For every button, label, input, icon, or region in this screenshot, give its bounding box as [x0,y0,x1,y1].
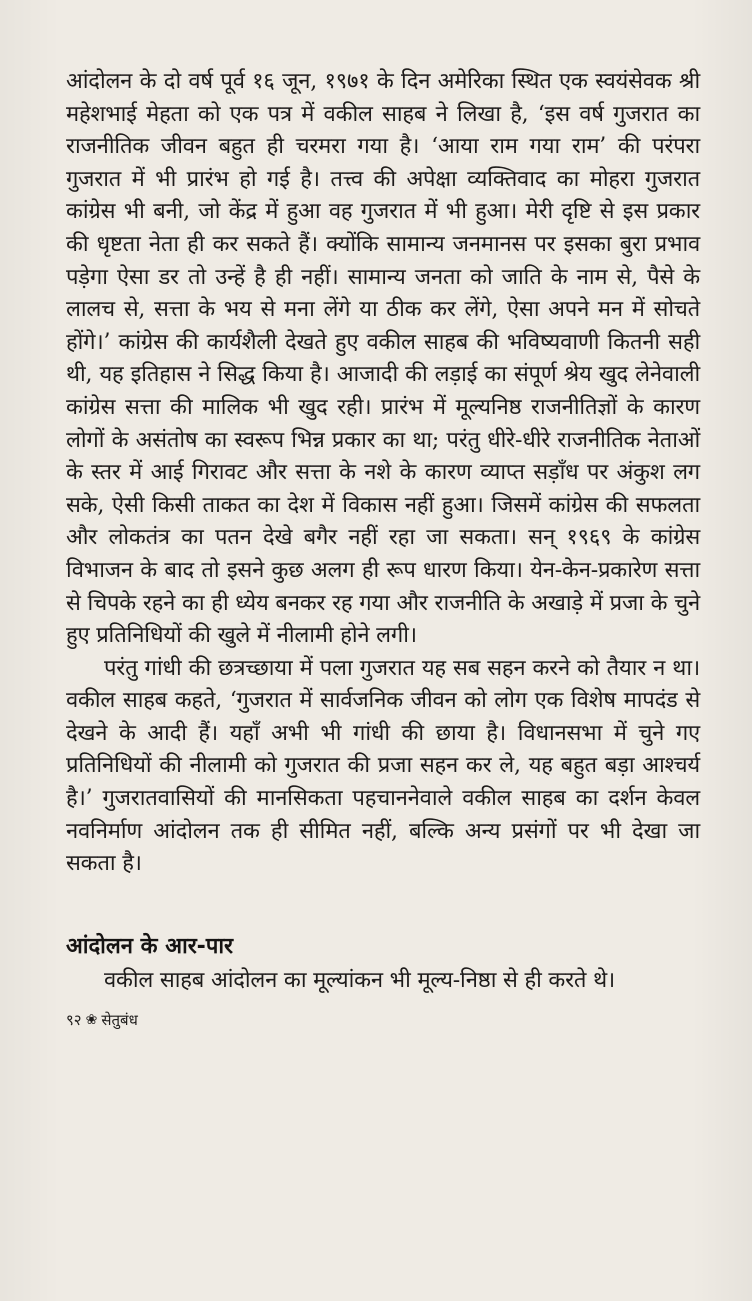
page-number: ९२ [66,1010,82,1029]
page-footer [66,1009,700,1031]
book-title: सेतुबंध [101,1010,138,1029]
body-text [66,66,700,881]
flower-ornament-icon: ❀ [85,1011,98,1028]
paragraph-2: परंतु गांधी की छत्रच्छाया में पला गुजरात यह सब सहन करने को तैयार न था। वकील साहब कहते, ‘गुजरात में सार्वजनिक जीवन को लोग एक विशेष मापदंड से देखने के आदी हैं। यहाँ अभी भी गांधी की छाया है। विधानसभा में चुने गए प्रतिनिधियों की नीलामी को गुजरात की प्रजा सहन कर ले, यह बहुत बड़ा आश्चर्य है।’ गुजरातवासियों की मानसिकता पहचाननेवाले वकील साहब का दर्शन केवल नवनिर्माण आंदोलन तक ही सीमित नहीं, बल्कि अन्य प्रसंगों पर भी देखा जा सकता है। [66,655,700,877]
paragraph-1: आंदोलन के दो वर्ष पूर्व १६ जून, १९७१ के दिन अमेरिका स्थित एक स्वयंसेवक श्री महेशभाई मेहता को एक पत्र में वकील साहब ने लिखा है, ‘इस वर्ष गुजरात का राजनीतिक जीवन बहुत ही चरमरा गया है। ‘आया राम गया राम’ की परंपरा गुजरात में भी प्रारंभ हो गई है। तत्त्व की अपेक्षा व्यक्तिवाद का मोहरा गुजरात कांग्रेस भी बनी, जो केंद्र में हुआ वह गुजरात में भी हुआ। मेरी दृष्टि से इस प्रकार की धृष्टता नेता ही कर सकते हैं। क्योंकि सामान्य जनमानस पर इसका बुरा प्रभाव पड़ेगा ऐसा डर तो उन्हें है ही नहीं। सामान्य जनता को जाति के नाम से, पैसे के लालच से, सत्ता के भय से मना लेंगे या ठीक कर लेंगे, ऐसा अपने मन में सोचते होंगे।’ कांग्रेस की कार्यशैली देखते हुए वकील साहब की भविष्यवाणी कितनी सही थी, यह इतिहास ने सिद्ध किया है। आजादी की लड़ाई का संपूर्ण श्रेय खुद लेनेवाली कांग्रेस सत्ता की मालिक भी खुद रही। प्रारंभ में मूल्यनिष्ठ राजनीतिज्ञों के कारण लोगों के असंतोष का स्वरूप भिन्न प्रकार का था; परंतु धीरे-धीरे राजनीतिक नेताओं के स्तर में आई गिरावट और सत्ता के नशे के कारण व्याप्त सड़ाँध पर अंकुश लग सके, ऐसी किसी ताकत का देश में विकास नहीं हुआ। जिसमें कांग्रेस की सफलता और लोकतंत्र का पतन देखे बगैर नहीं रहा जा सकता। सन् १९६९ के कांग्रेस विभाजन के बाद तो इसने कुछ अलग ही रूप धारण किया। येन-केन-प्रकारेण सत्ता से चिपके रहने का ही ध्येय बनकर रह गया और राजनीति के अखाड़े में प्रजा के चुने हुए प्रतिनिधियों की खुले में नीलामी होने लगी। [66,69,700,649]
section-heading: आंदोलन के आर-पार [66,933,234,959]
section-paragraph: वकील साहब आंदोलन का मूल्यांकन भी मूल्य-निष्ठा से ही करते थे। [104,967,616,993]
